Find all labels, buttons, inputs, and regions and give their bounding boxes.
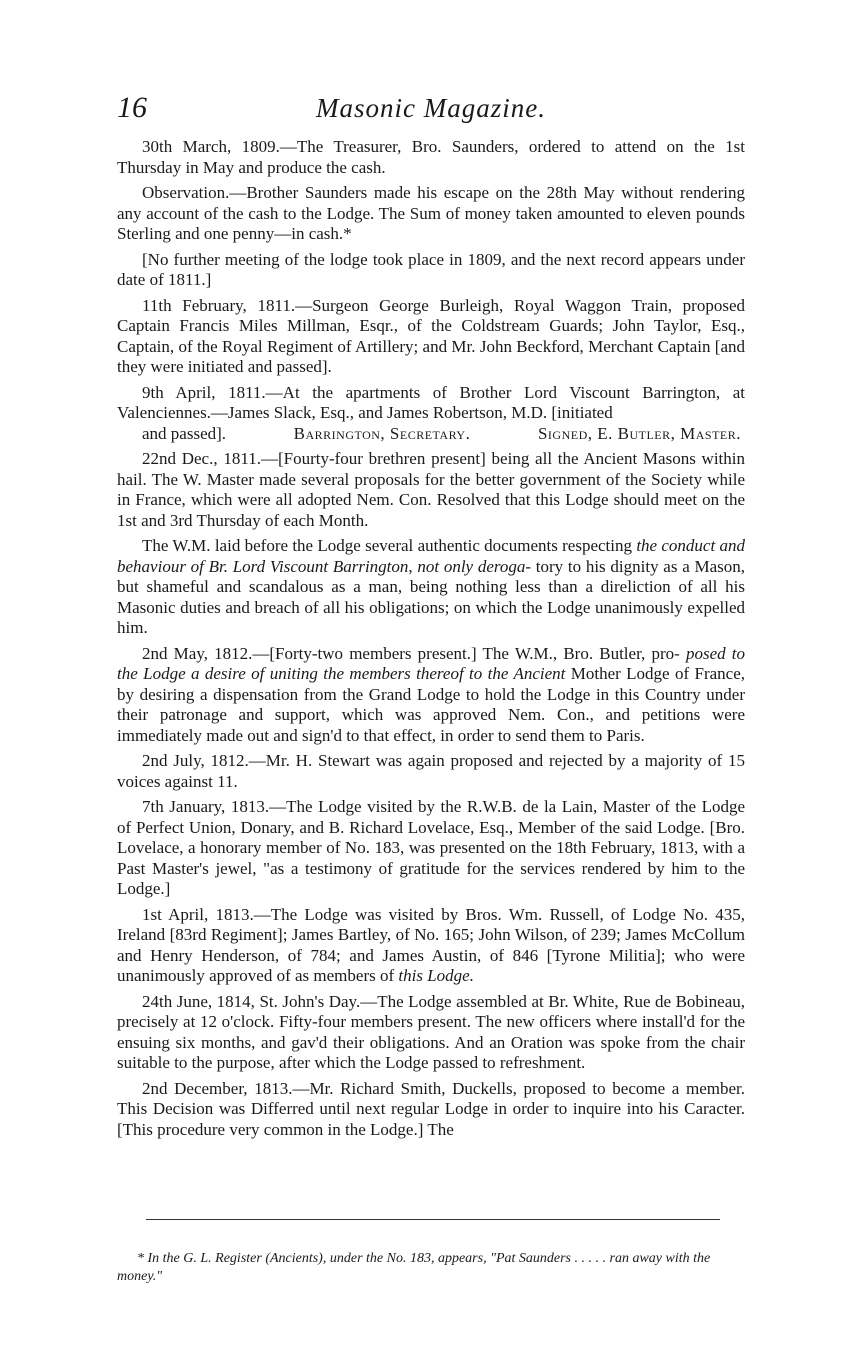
paragraph-italic: this Lodge. [398,966,474,985]
paragraph-lead: 2nd May, 1812.—[Forty-two members present.] The W.M., Bro. Butler, pro- [142,643,680,663]
paragraph: 30th March, 1809.—The Treasurer, Bro. Saunders, ordered to attend on the 1st Thursday in May and produce the cash. [117,137,745,177]
signature-tail: and passed]. [142,423,227,443]
paragraph: 11th February, 1811.—Surgeon George Burleigh, Royal Waggon Train, proposed Captain Francis Miles Millman, Esqr., of the Coldstream Guards; John Taylor, Esq., Captain, of the Royal Regiment of Artillery; and Mr. John Beckford, Merchant Captain [and they were initiated and passed]. [117,295,745,376]
paragraph-april-1813 [117,905,745,987]
paragraph-text: 9th April, 1811.—At the apartments of Brother Lord Viscount Barrington, at Valenciennes.—James Slack, Esq., and James Robertson, M.D. [initiated [117,382,745,422]
paragraph-rest: Mother Lodge of France, by desiring a dispensation from the Grand Lodge to hold the Lodge in this Country under their patronage and support, which was approved Nem. Con., and petitions were immediately made out and sign'd to that effect, in order to send them to Paris. [117,664,746,745]
paragraph: [No further meeting of the lodge took place in 1809, and the next record appears under date of 1811.] [117,249,745,289]
footnote: * In the G. L. Register (Ancients), under the No. 183, appears, "Pat Saunders . . . . . ran away with the money." [117,1251,711,1284]
paragraph-rest: tory to his dignity as a Mason, but shameful and scandalous as a man, being nothing less than a direliction of all his Masonic duties and breach of all his obligations; on which the Lodge unanimously expelled him. [117,556,745,637]
paragraph: 22nd Dec., 1811.—[Fourty-four brethren present] being all the Ancient Masons within hail. The W. Master made several proposals for the better government of the Society while in France, which were all adopted Nem. Con. Resolved that this Lodge should meet on the 1st and 3rd Thursday of each Month. [117,449,745,530]
paragraph-italic: posed to the Lodge a desire of uniting the members thereof to the Ancient [117,643,745,683]
paragraph: Observation.—Brother Saunders made his escape on the 28th May without rendering any account of the cash to the Lodge. The Sum of money taken amounted to eleven pounds Sterling and one penny—in cash.* [117,183,745,243]
paragraph-april-1811 [117,383,745,445]
page-number: 16 [117,91,147,124]
paragraph: 24th June, 1814, St. John's Day.—The Lodge assembled at Br. White, Rue de Bobineau, precisely at 12 o'clock. Fifty-four members present. The new officers where install'd for the ensuing six months, and gav'd their obligations. And an Oration was spoke from the chair suitable to the purpose, after which the Lodge passed to refreshment. [117,991,745,1072]
running-title: Masonic Magazine. [316,93,546,123]
body-text [117,137,745,1145]
signature-master: Signed, E. Butler, Master. [537,423,741,443]
paragraph: 7th January, 1813.—The Lodge visited by the R.W.B. de la Lain, Master of the Lodge of Perfect Union, Donary, and B. Richard Lovelace, Esq., Member of the said Lodge. [Bro. Lovelace, a honorary member of No. 183, was presented on the 18th February, 1813, with a Past Master's jewel, "as a testimony of gratitude for the services rendered by him to the Lodge.] [117,797,745,898]
paragraph-text: 1st April, 1813.—The Lodge was visited by Bros. Wm. Russell, of Lodge No. 435, Ireland [83rd Regiment]; James Bartley, of No. 165; John Wilson, of 239; James McCollum and Henry Henderson, of 784; and James Austin, of 846 [Tyrone Militia]; who were unanimously approved of as members of [117,904,745,985]
page-header [117,88,745,128]
footnote-divider [146,1219,720,1220]
paragraph: 2nd July, 1812.—Mr. H. Stewart was again proposed and rejected by a majority of 15 voices against 11. [117,751,745,791]
paragraph-lead: The W.M. laid before the Lodge several authentic documents respecting [142,536,632,555]
paragraph: 2nd December, 1813.—Mr. Richard Smith, Duckells, proposed to become a member. This Decision was Differred until next regular Lodge in order to inquire into his Caracter. [This procedure very common in the Lodge.] The [117,1078,745,1139]
signature-secretary: Barrington, Secretary. [293,423,471,443]
signature-line [117,424,745,445]
paragraph-italic: the conduct and behaviour of Br. Lord Viscount Barrington, not only deroga- [117,536,745,576]
paragraph-may-1812 [117,644,745,747]
paragraph-wm-expulsion [117,536,745,639]
